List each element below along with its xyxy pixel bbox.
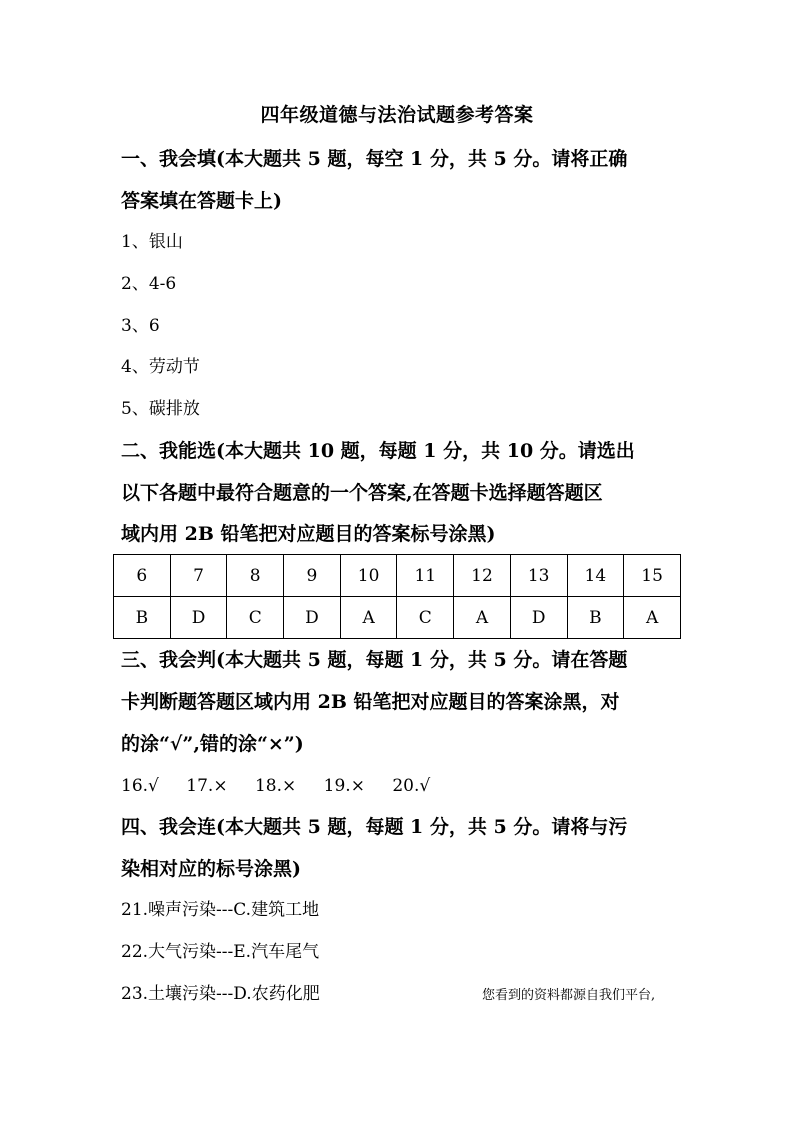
table-cell-number: 11 [397, 555, 454, 597]
answer-item: 4、劳动节 [121, 357, 200, 377]
answer-item: 2、4-6 [121, 274, 177, 294]
tf-answer: 17.× [186, 776, 228, 796]
table-cell-number: 12 [454, 555, 511, 597]
choice-answer-table [113, 554, 681, 639]
section1-heading-line2: 答案填在答题卡上) [121, 190, 282, 212]
section3-heading-line1: 三、我会判(本大题共 5 题，每题 1 分，共 5 分。请在答题 [121, 649, 628, 671]
table-cell-number: 7 [170, 555, 227, 597]
section3-heading-line3: 的涂“√”,错的涂“×”) [121, 733, 304, 755]
footnote: 您看到的资料都源自我们平台, [482, 988, 656, 1003]
tf-answer: 18.× [254, 776, 297, 796]
answer-item: 1、银山 [121, 232, 183, 252]
table-cell-answer: A [624, 597, 681, 639]
answer-item: 3、6 [121, 316, 160, 336]
table-cell-answer: B [114, 597, 171, 639]
table-row-answers [114, 597, 681, 639]
table-cell-answer: D [510, 597, 567, 639]
section1-heading-line1: 一、我会填(本大题共 5 题，每空 1 分，共 5 分。请将正确 [121, 148, 628, 170]
tf-answer: 16.√ [121, 776, 159, 796]
table-row-numbers [114, 555, 681, 597]
tf-answer: 19.× [323, 776, 365, 796]
tf-answer: 20.√ [392, 776, 431, 796]
table-cell-number: 15 [624, 555, 681, 597]
match-answer: 22.大气污染---E.汽车尾气 [121, 942, 320, 962]
table-cell-number: 9 [284, 555, 341, 597]
table-cell-number: 8 [227, 555, 284, 597]
match-answer: 23.土壤污染---D.农药化肥 [121, 984, 320, 1004]
section2-heading-line2: 以下各题中最符合题意的一个答案,在答题卡选择题答题区 [121, 482, 603, 504]
page-title: 四年级道德与法治试题参考答案 [260, 104, 534, 126]
table-cell-answer: A [340, 597, 397, 639]
table-cell-number: 13 [510, 555, 567, 597]
section3-heading-line2: 卡判断题答题区域内用 2B 铅笔把对应题目的答案涂黑，对 [121, 691, 620, 713]
answer-item: 5、碳排放 [121, 399, 200, 419]
match-answer: 21.噪声污染---C.建筑工地 [121, 900, 320, 920]
table-cell-answer: D [170, 597, 227, 639]
true-false-answers [121, 772, 452, 800]
table-cell-answer: C [227, 597, 284, 639]
table-cell-answer: D [284, 597, 341, 639]
section2-heading-line1: 二、我能选(本大题共 10 题，每题 1 分，共 10 分。请选出 [121, 440, 635, 462]
section4-heading-line1: 四、我会连(本大题共 5 题，每题 1 分，共 5 分。请将与污 [121, 816, 628, 838]
table-cell-number: 10 [340, 555, 397, 597]
table-cell-number: 14 [567, 555, 624, 597]
table-cell-answer: A [454, 597, 511, 639]
table-cell-answer: C [397, 597, 454, 639]
section2-heading-line3: 域内用 2B 铅笔把对应题目的答案标号涂黑) [121, 523, 496, 545]
section4-heading-line2: 染相对应的标号涂黑) [121, 858, 301, 880]
table-cell-number: 6 [114, 555, 171, 597]
table-cell-answer: B [567, 597, 624, 639]
